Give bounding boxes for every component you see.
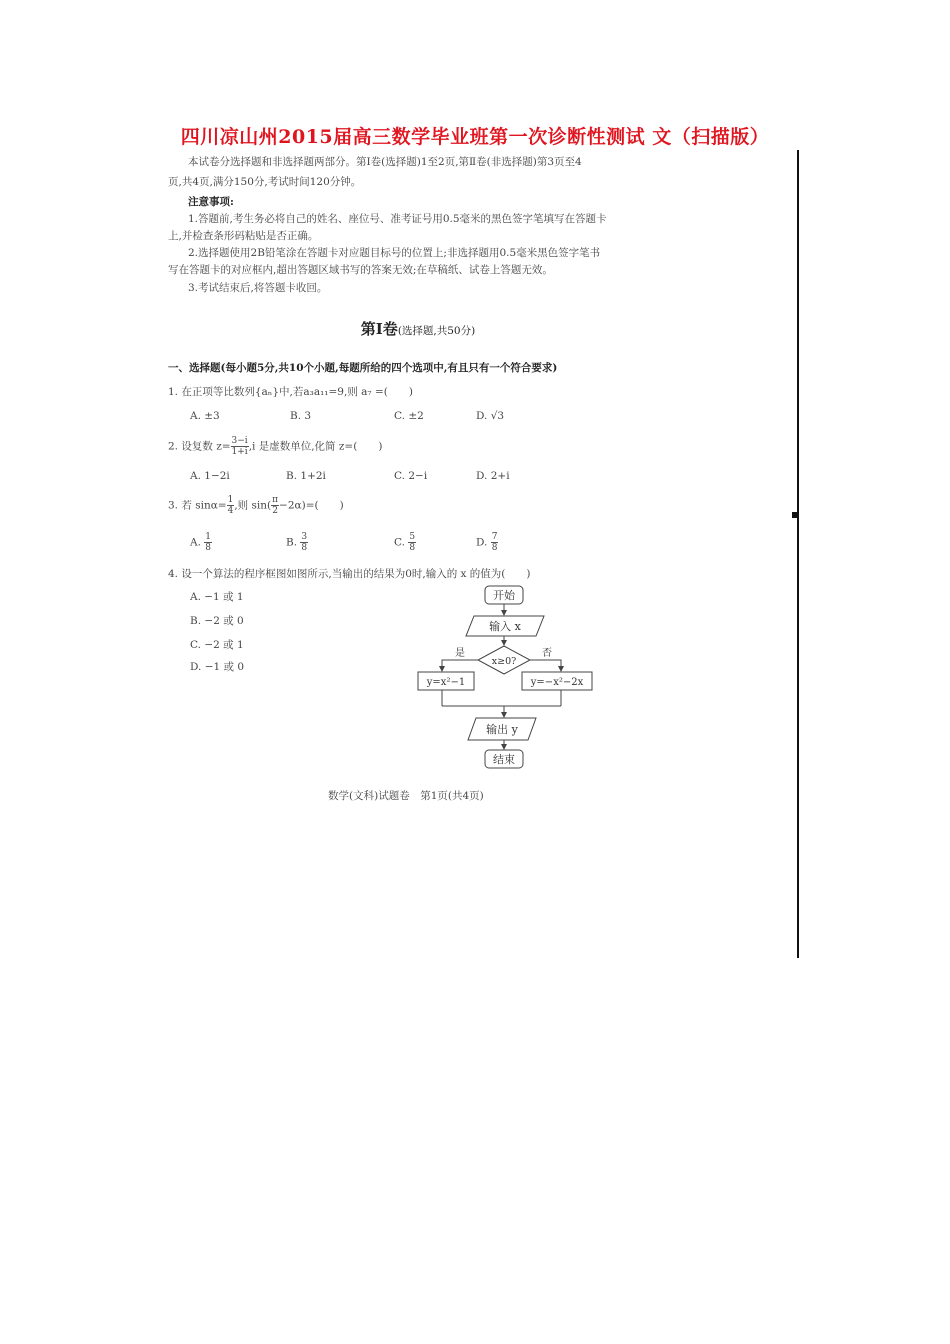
q2-num: 3−i bbox=[231, 436, 248, 446]
q1-stem: 1. 在正项等比数列{aₙ}中,若a₃a₁₁=9,则 a₇ =( ) bbox=[168, 386, 413, 398]
q3-stem-post: −2α)=( ) bbox=[279, 499, 344, 512]
scan-edge-line bbox=[797, 150, 799, 958]
q3-b-label: B. bbox=[286, 536, 298, 549]
q2-den: 1+i bbox=[231, 447, 248, 457]
notice-1b: 上,并检查条形码粘贴是否正确。 bbox=[168, 230, 319, 242]
q3-num2: π bbox=[272, 495, 279, 505]
flowchart bbox=[412, 584, 602, 770]
q3-a-num: 1 bbox=[205, 532, 211, 542]
q2-fraction bbox=[231, 436, 249, 457]
notice-1a: 1.答题前,考生务必将自己的姓名、座位号、准考证号用0.5毫米的黑色签字笔填写在答题卡 bbox=[188, 213, 607, 225]
q2-option-d: D. 2+i bbox=[476, 470, 510, 482]
q3-b-num: 3 bbox=[301, 532, 308, 542]
page-footer: 数学(文科)试题卷 第1页(共4页) bbox=[328, 790, 484, 802]
intro-line-2: 页,共4页,满分150分,考试时间120分钟。 bbox=[168, 176, 362, 188]
flow-output-text: 输出 y bbox=[486, 723, 518, 736]
q4-option-c: C. −2 或 1 bbox=[190, 639, 244, 651]
q2-stem bbox=[168, 436, 382, 457]
q3-fraction-2 bbox=[271, 495, 279, 516]
flow-yes-label: 是 bbox=[455, 648, 465, 659]
q1-option-b: B. 3 bbox=[290, 410, 312, 422]
q3-den1: 4 bbox=[227, 506, 234, 516]
section-title bbox=[168, 318, 668, 339]
q3-option-d bbox=[476, 532, 498, 553]
document-title: 四川凉山州2015届高三数学毕业班第一次诊断性测试 文（扫描版） bbox=[180, 126, 770, 148]
q3-stem-pre: 3. 若 sinα= bbox=[168, 499, 227, 512]
q2-stem-post: ,i 是虚数单位,化简 z=( ) bbox=[248, 440, 383, 453]
q3-b-frac bbox=[300, 532, 308, 553]
flow-left-text: y=x²−1 bbox=[426, 677, 466, 688]
q3-a-den: 8 bbox=[205, 543, 211, 553]
q3-d-den: 8 bbox=[491, 543, 498, 553]
q3-den2: 2 bbox=[272, 506, 278, 516]
q1-option-a: A. ±3 bbox=[190, 410, 220, 422]
flow-input-text: 输入 x bbox=[489, 620, 521, 633]
q2-option-b: B. 1+2i bbox=[286, 470, 326, 482]
q2-stem-pre: 2. 设复数 z= bbox=[168, 440, 231, 453]
q3-d-frac bbox=[491, 532, 499, 553]
q4-option-d: D. −1 或 0 bbox=[190, 661, 245, 673]
q3-option-a bbox=[190, 532, 212, 553]
q3-c-label: C. bbox=[394, 536, 405, 549]
q3-a-frac bbox=[204, 532, 212, 553]
notice-heading: 注意事项: bbox=[188, 196, 234, 208]
q3-stem-mid: ,则 sin( bbox=[234, 499, 272, 512]
q4-stem: 4. 设一个算法的程序框图如图所示,当输出的结果为0时,输入的 x 的值为( ) bbox=[168, 568, 531, 580]
q3-b-den: 8 bbox=[301, 543, 308, 553]
scan-edge-mark bbox=[792, 512, 798, 518]
notice-2b: 写在答题卡的对应框内,超出答题区域书写的答案无效;在草稿纸、试卷上答题无效。 bbox=[168, 264, 553, 276]
flow-no-label: 否 bbox=[542, 648, 552, 659]
q1-option-d: D. √3 bbox=[476, 410, 505, 422]
q3-c-frac bbox=[408, 532, 416, 553]
section-subtitle: (选择题,共50分) bbox=[397, 325, 476, 337]
q3-c-den: 8 bbox=[409, 543, 416, 553]
flow-start-text: 开始 bbox=[493, 589, 515, 602]
q4-option-a: A. −1 或 1 bbox=[190, 591, 244, 603]
notice-3: 3.考试结束后,将答题卡收回。 bbox=[188, 282, 328, 294]
q3-d-num: 7 bbox=[491, 532, 498, 542]
q3-c-num: 5 bbox=[409, 532, 416, 542]
intro-line-1: 本试卷分选择题和非选择题两部分。第Ⅰ卷(选择题)1至2页,第Ⅱ卷(非选择题)第3页至4 bbox=[188, 156, 582, 168]
q2-option-a: A. 1−2i bbox=[190, 470, 230, 482]
q3-option-c bbox=[394, 532, 416, 553]
q3-a-label: A. bbox=[190, 536, 201, 549]
scanned-exam-page bbox=[168, 152, 688, 812]
flow-end-text: 结束 bbox=[493, 753, 515, 766]
q1-option-c: C. ±2 bbox=[394, 410, 424, 422]
q4-option-b: B. −2 或 0 bbox=[190, 615, 244, 627]
section-title-main: 第Ⅰ卷 bbox=[360, 320, 398, 338]
q3-option-b bbox=[286, 532, 308, 553]
q3-d-label: D. bbox=[476, 536, 488, 549]
flow-right-text: y=−x²−2x bbox=[530, 677, 584, 688]
flow-condition-text: x≥0? bbox=[491, 656, 517, 667]
section-heading: 一、选择题(每小题5分,共10个小题,每题所给的四个选项中,有且只有一个符合要求) bbox=[168, 362, 558, 374]
q2-option-c: C. 2−i bbox=[394, 470, 428, 482]
q3-num1: 1 bbox=[227, 495, 234, 505]
notice-2a: 2.选择题使用2B铅笔涂在答题卡对应题目标号的位置上;非选择题用0.5毫米黑色签字笔书 bbox=[188, 247, 601, 259]
q3-stem bbox=[168, 495, 344, 516]
